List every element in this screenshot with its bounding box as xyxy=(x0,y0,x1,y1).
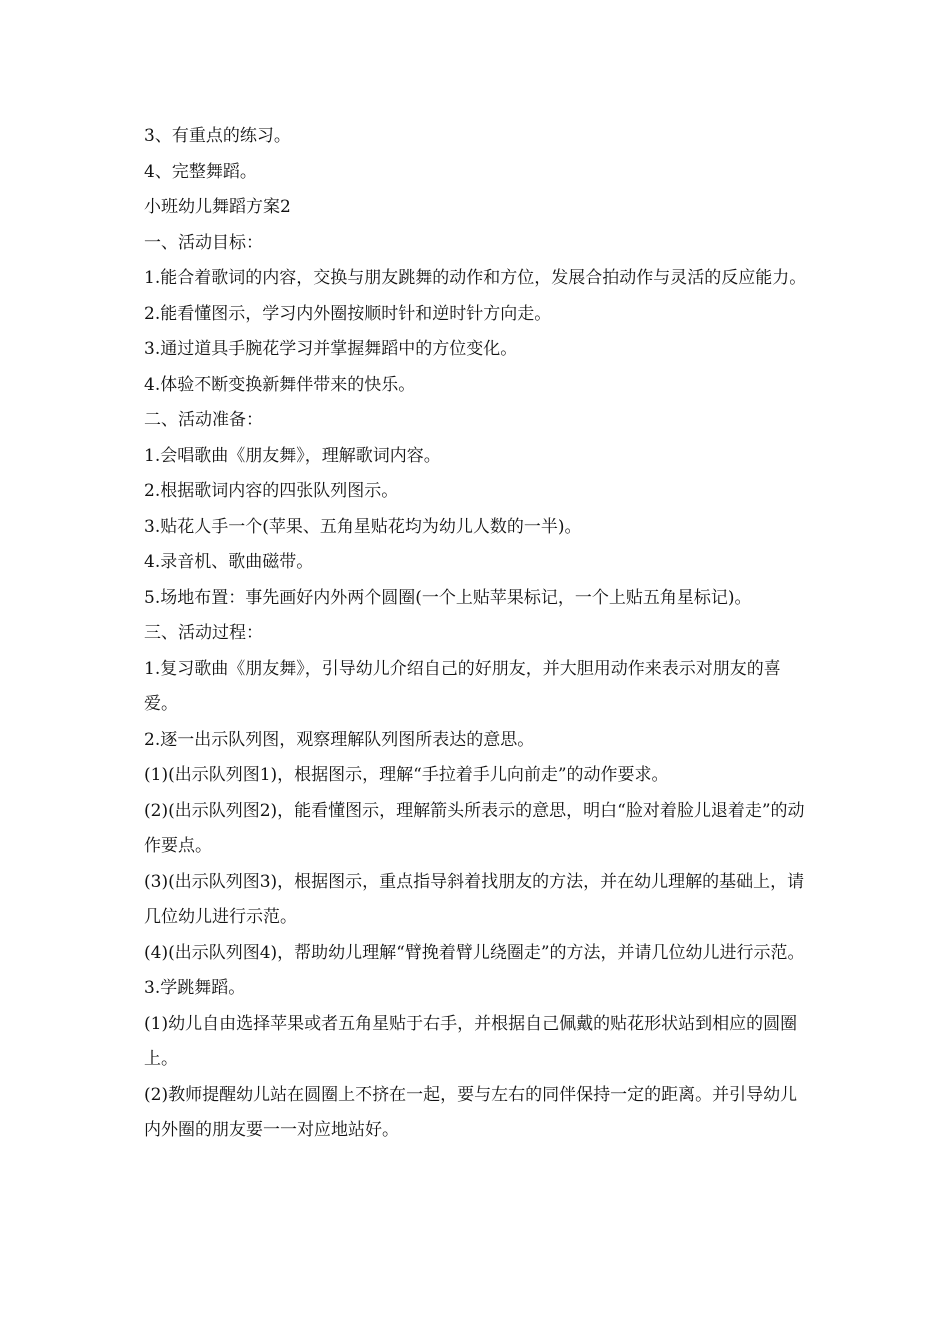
paragraph: (2)(出示队列图2)，能看懂图示，理解箭头所表示的意思，明白“脸对着脸儿退着走”的动作要点。 xyxy=(144,800,805,856)
section-heading: 一、活动目标： xyxy=(144,232,263,253)
paragraph: (1)幼儿自由选择苹果或者五角星贴于右手，并根据自己佩戴的贴花形状站到相应的圆圈上。 xyxy=(144,1013,798,1069)
paragraph: (1)(出示队列图1)，根据图示，理解“手拉着手儿向前走”的动作要求。 xyxy=(144,765,669,785)
paragraph: 3.贴花人手一个(苹果、五角星贴花均为幼儿人数的一半)。 xyxy=(144,516,582,537)
section-heading: 二、活动准备： xyxy=(144,410,263,430)
section-heading: 三、活动过程： xyxy=(144,623,263,643)
paragraph: 3.通过道具手腕花学习并掌握舞蹈中的方位变化。 xyxy=(144,339,518,359)
paragraph: 2.能看懂图示，学习内外圈按顺时针和逆时针方向走。 xyxy=(144,303,552,324)
paragraph: 3、有重点的练习。 xyxy=(144,126,291,146)
paragraph: 3.学跳舞蹈。 xyxy=(144,978,246,998)
paragraph: 4.录音机、歌曲磁带。 xyxy=(144,552,314,572)
paragraph: 1.复习歌曲《朋友舞》，引导幼儿介绍自己的好朋友，并大胆用动作来表示对朋友的喜爱。 xyxy=(144,658,781,714)
section-title: 小班幼儿舞蹈方案2 xyxy=(144,197,291,217)
document-body xyxy=(144,119,814,1149)
paragraph: 2.根据歌词内容的四张队列图示。 xyxy=(144,481,399,501)
paragraph: 1.能合着歌词的内容，交换与朋友跳舞的动作和方位，发展合拍动作与灵活的反应能力。 xyxy=(144,268,807,288)
paragraph: (2)教师提醒幼儿站在圆圈上不挤在一起，要与左右的同伴保持一定的距离。并引导幼儿内外圈的朋友要一一对应地站好。 xyxy=(144,1084,798,1140)
paragraph: 4.体验不断变换新舞伴带来的快乐。 xyxy=(144,374,416,395)
paragraph: 4、完整舞蹈。 xyxy=(144,161,257,182)
paragraph: 2.逐一出示队列图，观察理解队列图所表达的意思。 xyxy=(144,729,535,750)
paragraph: 1.会唱歌曲《朋友舞》，理解歌词内容。 xyxy=(144,445,441,466)
paragraph: (3)(出示队列图3)，根据图示，重点指导斜着找朋友的方法，并在幼儿理解的基础上，请几位幼儿进行示范。 xyxy=(144,871,805,927)
paragraph: (4)(出示队列图4)，帮助幼儿理解“臂挽着臂儿绕圈走”的方法，并请几位幼儿进行示范。 xyxy=(144,942,805,963)
paragraph: 5.场地布置：事先画好内外两个圆圈(一个上贴苹果标记，一个上贴五角星标记)。 xyxy=(144,587,752,608)
